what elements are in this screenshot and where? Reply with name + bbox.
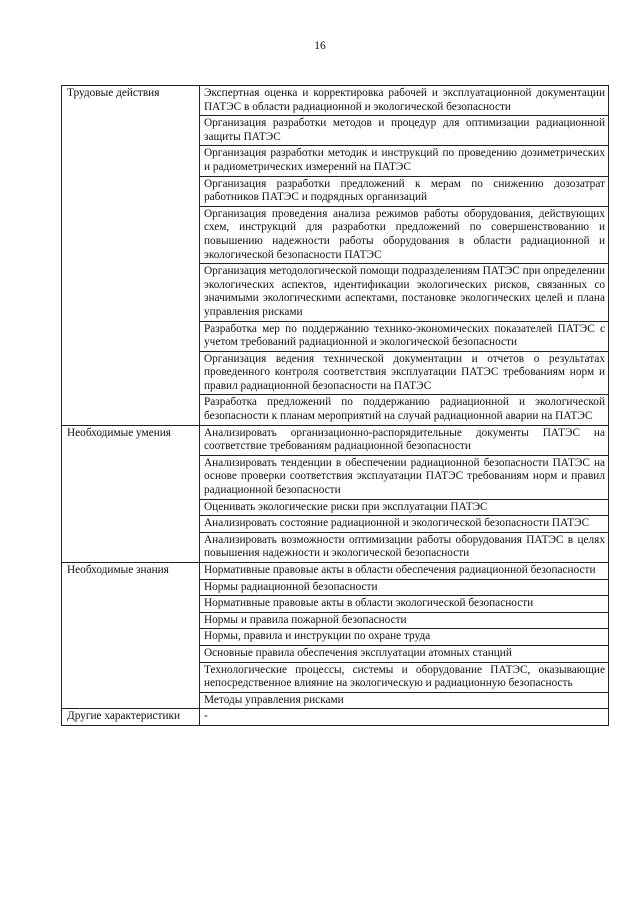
- section-item: Организация проведения анализа режимов работы оборудования, действующих схем, инструкций для разработки предложений по совершенствованию и повышению надежности работы оборудования в области радиационной и экологической безопасности ПАТЭС: [200, 206, 609, 263]
- section-label: Другие характеристики: [62, 709, 200, 726]
- section-item: Экспертная оценка и корректировка рабочей и эксплуатационной документации ПАТЭС в области радиационной и экологической безопасности: [200, 86, 609, 116]
- section-item: Нормы радиационной безопасности: [200, 579, 609, 596]
- table-row: [62, 425, 609, 455]
- page-number: 16: [314, 40, 326, 52]
- section-item: Оценивать экологические риски при эксплуатации ПАТЭС: [200, 499, 609, 516]
- section-item: -: [200, 709, 609, 726]
- section-item: Организация методологической помощи подразделениям ПАТЭС при определении экологических аспектов, идентификации экологических рисков, связанных со значимыми экологическими аспектами, постановке экологических целей и плана управления рисками: [200, 264, 609, 321]
- section-label: Необходимые умения: [62, 425, 200, 562]
- section-item: Разработка мер по поддержанию технико-экономических показателей ПАТЭС с учетом требований радиационной и экологической безопасности: [200, 321, 609, 351]
- section-item: Нормы, правила и инструкции по охране труда: [200, 629, 609, 646]
- section-item: Технологические процессы, системы и оборудование ПАТЭС, оказывающие непосредственное влияние на экологическую и радиационную безопасность: [200, 662, 609, 692]
- section-item: Разработка предложений по поддержанию радиационной и экологической безопасности к планам мероприятий на случай радиационной аварии на ПАТЭС: [200, 395, 609, 425]
- section-item: Организация разработки методик и инструкций по проведению дозиметрических и радиометрических измерений на ПАТЭС: [200, 146, 609, 176]
- table-row: [62, 709, 609, 726]
- section-item: Организация разработки методов и процедур для оптимизации радиационной защиты ПАТЭС: [200, 116, 609, 146]
- section-item: Основные правила обеспечения эксплуатации атомных станций: [200, 645, 609, 662]
- section-item: Организация ведения технической документации и отчетов о результатах проведенного контроля соответствия эксплуатации ПАТЭС требованиям норм и правил радиационной безопасности на ПАТЭС: [200, 351, 609, 395]
- section-item: Нормативные правовые акты в области экологической безопасности: [200, 596, 609, 613]
- section-item: Организация разработки предложений к мерам по снижению дозозатрат работников ПАТЭС и подрядных организаций: [200, 176, 609, 206]
- section-item: Нормативные правовые акты в области обеспечения радиационной безопасности: [200, 563, 609, 580]
- table-row: [62, 86, 609, 116]
- section-item: Методы управления рисками: [200, 692, 609, 709]
- table-row: [62, 563, 609, 580]
- competency-table: [61, 85, 609, 726]
- section-item: Нормы и правила пожарной безопасности: [200, 612, 609, 629]
- section-label: Необходимые знания: [62, 563, 200, 709]
- section-item: Анализировать возможности оптимизации работы оборудования ПАТЭС в целях повышения надежности и экологической безопасности: [200, 532, 609, 562]
- section-label: Трудовые действия: [62, 86, 200, 426]
- section-item: Анализировать состояние радиационной и экологической безопасности ПАТЭС: [200, 516, 609, 533]
- section-item: Анализировать тенденции в обеспечении радиационной безопасности ПАТЭС на основе проверки соответствия эксплуатации ПАТЭС требованиям норм и правил радиационной безопасности: [200, 455, 609, 499]
- section-item: Анализировать организационно-распорядительные документы ПАТЭС на соответствие требованиям радиационной безопасности: [200, 425, 609, 455]
